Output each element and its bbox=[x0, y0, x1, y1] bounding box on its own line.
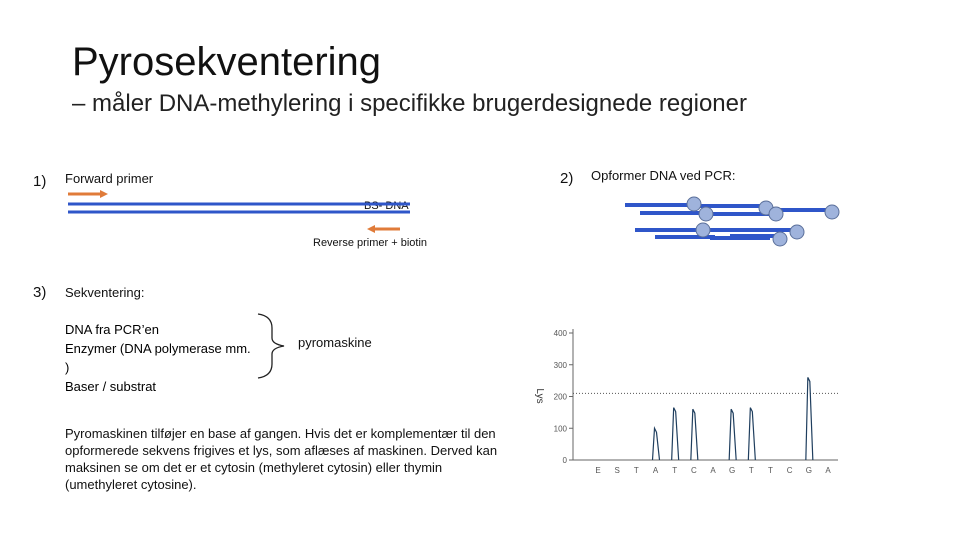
x-tick-label: T bbox=[768, 466, 773, 475]
input-bracket bbox=[258, 314, 284, 378]
forward-primer-label: Forward primer bbox=[65, 171, 154, 186]
y-tick-label: 200 bbox=[553, 392, 567, 402]
x-tick-label: E bbox=[595, 466, 601, 475]
x-tick-label: T bbox=[748, 466, 754, 475]
x-tick-label: S bbox=[614, 466, 620, 475]
biotin-bead bbox=[699, 207, 713, 221]
x-tick-label: A bbox=[710, 466, 716, 475]
pcr-products bbox=[625, 197, 839, 246]
forward-primer-arrow bbox=[68, 190, 108, 198]
input-item-enzymes-close: ) bbox=[65, 360, 70, 375]
slide-title: Pyrosekventering bbox=[72, 40, 382, 84]
peak-g bbox=[806, 377, 813, 460]
x-tick-label: G bbox=[805, 466, 812, 475]
biotin-bead bbox=[696, 223, 710, 237]
peak-c bbox=[691, 409, 698, 460]
x-tick-label: C bbox=[690, 466, 697, 475]
y-tick-label: 300 bbox=[553, 360, 567, 370]
slide-subtitle: – måler DNA-methylering i specifikke brugerdesignede regioner bbox=[72, 90, 747, 117]
peak-t bbox=[672, 408, 679, 460]
pyromachine-label: pyromaskine bbox=[298, 335, 372, 350]
peak-g bbox=[729, 409, 736, 460]
step2-number: 2) bbox=[560, 170, 574, 187]
bs-dna-label: BS- DNA bbox=[364, 200, 409, 212]
reverse-primer-arrow bbox=[367, 225, 400, 233]
input-item-dna: DNA fra PCR’en bbox=[65, 322, 159, 337]
biotin-bead bbox=[825, 205, 839, 219]
peak-t bbox=[748, 408, 755, 460]
step3-number: 3) bbox=[33, 284, 47, 301]
x-tick-label: T bbox=[633, 466, 639, 475]
step1-number: 1) bbox=[33, 173, 47, 190]
sequencing-label: Sekventering: bbox=[65, 285, 145, 300]
explanation-paragraph: Pyromaskinen tilføjer en base af gangen. Hvis det er komplementær til den opformerede sekvens frigives et lys, som aflæses af maskinen. Derved kan maksinen se om det er et cytosin (methyleret cytosin) eller thymin (umethyleret cytosine). bbox=[65, 426, 498, 492]
peak-a bbox=[653, 428, 660, 460]
biotin-bead bbox=[687, 197, 701, 211]
biotin-bead bbox=[773, 232, 787, 246]
chart-y-label: Lys bbox=[534, 388, 545, 404]
x-tick-label: A bbox=[825, 466, 831, 475]
pyrogram-chart bbox=[534, 329, 838, 475]
x-tick-label: G bbox=[729, 466, 736, 475]
biotin-bead bbox=[790, 225, 804, 239]
y-tick-label: 400 bbox=[553, 329, 567, 338]
x-tick-label: T bbox=[672, 466, 678, 475]
input-item-substrate: Baser / substrat bbox=[65, 379, 157, 394]
biotin-bead bbox=[769, 207, 783, 221]
pcr-label: Opformer DNA ved PCR: bbox=[591, 168, 736, 183]
y-tick-label: 100 bbox=[553, 424, 567, 434]
reverse-primer-label: Reverse primer + biotin bbox=[313, 237, 428, 249]
x-tick-label: A bbox=[652, 466, 659, 475]
y-tick-label: 0 bbox=[562, 456, 567, 465]
x-tick-label: C bbox=[786, 466, 793, 475]
input-item-enzymes: Enzymer (DNA polymerase mm. bbox=[65, 341, 251, 356]
